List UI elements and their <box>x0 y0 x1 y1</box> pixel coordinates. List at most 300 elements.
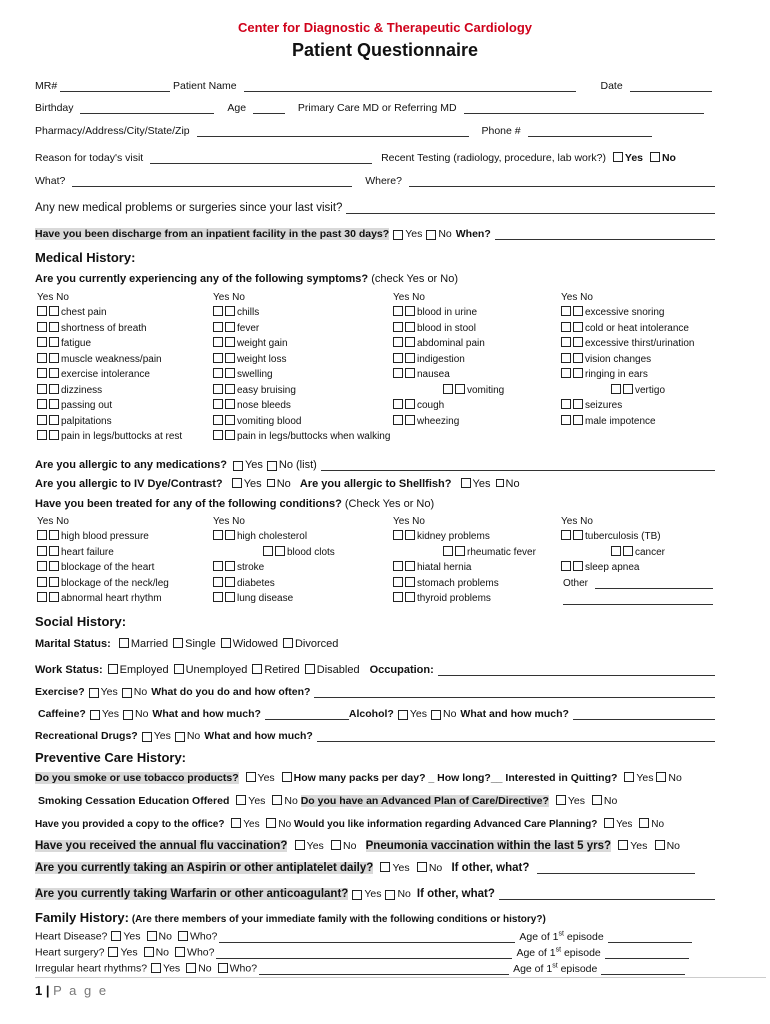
reason-label: Reason for today's visit <box>35 152 144 164</box>
item-label: high cholesterol <box>237 531 308 542</box>
no-label: No <box>428 862 443 874</box>
no-checkbox[interactable] <box>49 546 59 556</box>
occupation-field[interactable] <box>438 664 715 676</box>
allergic-iv-yes-checkbox[interactable] <box>232 478 242 488</box>
no-label: No <box>397 888 411 900</box>
no-label: No <box>186 730 201 742</box>
checklist-item <box>393 306 504 322</box>
yes-checkbox[interactable] <box>37 530 47 540</box>
item-label: cough <box>417 400 445 411</box>
yes-checkbox[interactable] <box>561 322 571 332</box>
yes-checkbox[interactable] <box>213 353 223 363</box>
item-label: passing out <box>61 400 113 411</box>
item-label: hiatal hernia <box>417 562 472 573</box>
no-checkbox[interactable] <box>573 368 583 378</box>
no-checkbox[interactable] <box>225 306 235 316</box>
who-label: Who? <box>229 962 258 975</box>
education-yes-checkbox[interactable] <box>236 795 246 805</box>
marital-option-checkbox[interactable] <box>283 638 293 648</box>
family-row-rhythms <box>35 962 715 978</box>
no-checkbox[interactable] <box>405 353 415 363</box>
shellfish-yes-checkbox[interactable] <box>461 478 471 488</box>
pneumonia-yes-checkbox[interactable] <box>618 840 628 850</box>
no-checkbox[interactable] <box>455 384 465 394</box>
no-checkbox[interactable] <box>455 546 465 556</box>
checklist-item <box>213 415 390 431</box>
yes-checkbox[interactable] <box>393 530 403 540</box>
no-checkbox[interactable] <box>573 306 583 316</box>
work-option-checkbox[interactable] <box>305 664 315 674</box>
checklist-item <box>393 399 504 415</box>
item-label: nose bleeds <box>237 400 291 411</box>
yes-no-header: Yes No <box>393 516 425 527</box>
yes-label: Yes <box>409 708 427 720</box>
allergic-meds-no-checkbox[interactable] <box>267 461 277 471</box>
yes-checkbox[interactable] <box>393 592 403 602</box>
checklist-item <box>37 592 169 608</box>
yes-label: Yes <box>243 478 262 490</box>
treated-note: (Check Yes or No) <box>344 498 435 510</box>
no-checkbox[interactable] <box>573 322 583 332</box>
no-checkbox[interactable] <box>225 353 235 363</box>
yes-label: Yes <box>244 459 263 471</box>
family-who-checkbox[interactable] <box>218 963 228 973</box>
drugs-field[interactable] <box>317 730 715 742</box>
yes-checkbox[interactable] <box>393 561 403 571</box>
yes-checkbox[interactable] <box>561 306 571 316</box>
exercise-field[interactable] <box>314 686 715 698</box>
no-checkbox[interactable] <box>405 530 415 540</box>
conditions-col-2 <box>213 516 335 608</box>
yes-checkbox[interactable] <box>393 322 403 332</box>
family-note: (Are there members of your immediate family with the following conditions or history?) <box>131 914 546 925</box>
yes-checkbox[interactable] <box>213 530 223 540</box>
yes-checkbox[interactable] <box>393 306 403 316</box>
mr-label: MR# <box>35 80 58 92</box>
yes-checkbox[interactable] <box>37 384 47 394</box>
plan-no-checkbox[interactable] <box>592 795 602 805</box>
yes-checkbox[interactable] <box>37 546 47 556</box>
yes-checkbox[interactable] <box>37 577 47 587</box>
family-heading: Family History: <box>35 910 129 925</box>
item-label: shortness of breath <box>61 322 147 334</box>
item-label: cancer <box>635 546 666 558</box>
item-label: blood in stool <box>417 322 476 334</box>
warfarin-row <box>35 884 715 900</box>
warfarin-no-checkbox[interactable] <box>385 890 395 900</box>
yes-label: Yes <box>101 708 119 720</box>
medical-history-heading: Medical History: <box>35 250 136 265</box>
no-checkbox[interactable] <box>405 306 415 316</box>
marital-option-label: Single <box>185 638 216 650</box>
caffeine-yes-checkbox[interactable] <box>90 710 100 720</box>
where-field[interactable] <box>409 175 715 187</box>
work-option-label: Retired <box>264 664 300 676</box>
conditions-col-1 <box>37 516 169 608</box>
yes-checkbox[interactable] <box>37 337 47 347</box>
yes-checkbox[interactable] <box>37 306 47 316</box>
other-field[interactable] <box>595 577 713 589</box>
no-checkbox[interactable] <box>275 546 285 556</box>
yes-no-header: Yes No <box>37 516 69 527</box>
reason-field[interactable] <box>150 152 372 164</box>
no-checkbox[interactable] <box>573 561 583 571</box>
checklist-item <box>393 368 504 384</box>
primary-care-field[interactable] <box>464 102 704 114</box>
no-checkbox[interactable] <box>225 322 235 332</box>
item-label: lung disease <box>237 593 294 604</box>
no-checkbox[interactable] <box>49 322 59 332</box>
no-label: No <box>651 819 665 830</box>
footer-divider <box>35 977 766 978</box>
discharge-no-checkbox[interactable] <box>426 230 436 240</box>
yes-checkbox[interactable] <box>393 577 403 587</box>
yes-checkbox[interactable] <box>263 546 273 556</box>
yes-checkbox[interactable] <box>611 384 621 394</box>
no-checkbox[interactable] <box>225 561 235 571</box>
alcohol-no-checkbox[interactable] <box>431 710 441 720</box>
no-checkbox[interactable] <box>49 415 59 425</box>
family-condition-label: Heart surgery? <box>35 946 105 959</box>
item-label: abnormal heart rhythm <box>61 593 162 604</box>
page-word: P a g e <box>53 983 109 998</box>
yes-label: Yes <box>123 930 141 943</box>
yes-checkbox[interactable] <box>213 368 223 378</box>
recent-testing-no-checkbox[interactable] <box>650 152 660 162</box>
item-label: nausea <box>417 369 450 380</box>
who-field[interactable] <box>219 931 515 943</box>
aspirin-other-label: If other, what? <box>451 862 530 874</box>
no-checkbox[interactable] <box>573 415 583 425</box>
conditions-col-3 <box>393 516 536 608</box>
no-checkbox[interactable] <box>225 368 235 378</box>
yes-label: Yes <box>636 772 654 784</box>
no-checkbox[interactable] <box>225 399 235 409</box>
item-label: pain in legs/buttocks at rest <box>61 431 183 442</box>
no-checkbox[interactable] <box>225 577 235 587</box>
age-label: Age <box>227 102 247 114</box>
no-label: No <box>133 686 148 698</box>
yes-checkbox[interactable] <box>213 577 223 587</box>
birthday-label: Birthday <box>35 102 74 114</box>
yes-checkbox[interactable] <box>561 353 571 363</box>
no-checkbox[interactable] <box>573 399 583 409</box>
education-label: Smoking Cessation Education Offered <box>38 795 230 807</box>
yes-label: Yes <box>624 152 644 164</box>
exercise-label: Exercise? <box>35 686 85 698</box>
aspirin-row <box>35 862 715 878</box>
yes-checkbox[interactable] <box>213 306 223 316</box>
yes-checkbox[interactable] <box>561 415 571 425</box>
yes-checkbox[interactable] <box>393 415 403 425</box>
item-label: cold or heat intolerance <box>585 322 689 334</box>
checklist-item <box>561 399 695 415</box>
caffeine-no-checkbox[interactable] <box>123 710 133 720</box>
work-option-label: Disabled <box>316 664 360 676</box>
mr-field[interactable] <box>60 80 170 92</box>
checklist-item <box>561 322 695 338</box>
family-yes-checkbox[interactable] <box>151 963 161 973</box>
yes-checkbox[interactable] <box>213 384 223 394</box>
where-label: Where? <box>365 175 402 187</box>
age-of-label: Age of 1st episode <box>516 946 601 959</box>
education-row <box>35 795 715 811</box>
new-problems-row <box>35 198 715 214</box>
work-option-checkbox[interactable] <box>252 664 262 674</box>
item-label: muscle weakness/pain <box>61 353 162 365</box>
warfarin-other-field[interactable] <box>499 888 715 900</box>
info-no-checkbox[interactable] <box>639 818 649 828</box>
smoke-question: Do you smoke or use tobacco products? <box>35 772 239 784</box>
copy-row <box>35 818 715 834</box>
alcohol-yes-checkbox[interactable] <box>398 710 408 720</box>
caffeine-field[interactable] <box>265 708 349 720</box>
yes-checkbox[interactable] <box>37 430 47 440</box>
no-checkbox[interactable] <box>225 592 235 602</box>
smoke-no-checkbox[interactable] <box>282 772 292 782</box>
quit-no-checkbox[interactable] <box>656 772 666 782</box>
item-label: dizziness <box>61 384 103 396</box>
no-checkbox[interactable] <box>49 399 59 409</box>
family-no-checkbox[interactable] <box>147 931 157 941</box>
checklist-item <box>561 415 695 431</box>
alcohol-field[interactable] <box>573 708 715 720</box>
other-field-2[interactable] <box>563 593 713 605</box>
allergic-iv-no-checkbox[interactable] <box>267 479 275 487</box>
page-separator: | <box>45 983 50 998</box>
pharmacy-row <box>35 125 715 141</box>
education-no-checkbox[interactable] <box>272 795 282 805</box>
birthday-field[interactable] <box>80 102 214 114</box>
yes-checkbox[interactable] <box>611 546 621 556</box>
no-checkbox[interactable] <box>225 530 235 540</box>
item-label: thyroid problems <box>417 593 491 604</box>
checklist-item <box>393 384 504 400</box>
pharmacy-field[interactable] <box>197 125 469 137</box>
who-field[interactable] <box>259 963 509 975</box>
yes-checkbox[interactable] <box>213 561 223 571</box>
flu-no-checkbox[interactable] <box>331 840 341 850</box>
yes-checkbox[interactable] <box>393 399 403 409</box>
yes-checkbox[interactable] <box>37 592 47 602</box>
no-checkbox[interactable] <box>405 322 415 332</box>
yes-checkbox[interactable] <box>37 561 47 571</box>
what-field[interactable] <box>72 175 352 187</box>
marital-option-checkbox[interactable] <box>119 638 129 648</box>
age-field[interactable] <box>253 102 285 114</box>
when-field[interactable] <box>495 228 715 240</box>
yes-no-header: Yes No <box>213 516 245 527</box>
no-label: No <box>438 228 452 240</box>
no-checkbox[interactable] <box>573 337 583 347</box>
no-label: No <box>134 708 149 720</box>
allergic-meds-yes-checkbox[interactable] <box>233 461 243 471</box>
phone-field[interactable] <box>528 125 652 137</box>
yes-checkbox[interactable] <box>443 384 453 394</box>
family-who-checkbox[interactable] <box>175 947 185 957</box>
age-field[interactable] <box>608 931 692 943</box>
page-footer <box>35 983 108 998</box>
symptoms-col-3 <box>393 292 504 430</box>
yes-checkbox[interactable] <box>561 561 571 571</box>
no-checkbox[interactable] <box>405 368 415 378</box>
no-checkbox[interactable] <box>49 577 59 587</box>
aspirin-question: Are you currently taking an Aspirin or other antiplatelet daily? <box>35 862 374 874</box>
no-checkbox[interactable] <box>225 415 235 425</box>
plan-question: Do you have an Advanced Plan of Care/Directive? <box>300 795 549 807</box>
allergic-meds-question: Are you allergic to any medications? <box>35 459 227 471</box>
drugs-yes-checkbox[interactable] <box>142 732 152 742</box>
treated-row <box>35 498 715 514</box>
organization-name: Center for Diagnostic & Therapeutic Cardiology <box>238 20 532 35</box>
no-checkbox[interactable] <box>49 306 59 316</box>
copy-yes-checkbox[interactable] <box>231 818 241 828</box>
no-checkbox[interactable] <box>49 384 59 394</box>
family-yes-checkbox[interactable] <box>111 931 121 941</box>
yes-checkbox[interactable] <box>393 368 403 378</box>
no-checkbox[interactable] <box>405 337 415 347</box>
no-checkbox[interactable] <box>573 353 583 363</box>
item-label: vertigo <box>635 384 666 396</box>
work-option-checkbox[interactable] <box>108 664 118 674</box>
caffeine-question: What and how much? <box>152 708 261 720</box>
plan-yes-checkbox[interactable] <box>556 795 566 805</box>
who-field[interactable] <box>216 947 512 959</box>
age-field[interactable] <box>601 963 685 975</box>
checklist-item <box>393 577 536 593</box>
quit-yes-checkbox[interactable] <box>624 772 634 782</box>
yes-checkbox[interactable] <box>561 530 571 540</box>
yes-checkbox[interactable] <box>443 546 453 556</box>
yes-checkbox[interactable] <box>213 430 223 440</box>
copy-no-checkbox[interactable] <box>266 818 276 828</box>
allergy-list-field[interactable] <box>321 459 715 471</box>
checklist-item <box>37 577 169 593</box>
recent-testing-yes-checkbox[interactable] <box>613 152 623 162</box>
no-checkbox[interactable] <box>573 530 583 540</box>
checklist-item <box>213 368 390 384</box>
no-label: No <box>505 478 520 490</box>
family-no-checkbox[interactable] <box>144 947 154 957</box>
yes-checkbox[interactable] <box>37 353 47 363</box>
info-yes-checkbox[interactable] <box>604 818 614 828</box>
no-checkbox[interactable] <box>405 415 415 425</box>
flu-yes-checkbox[interactable] <box>295 840 305 850</box>
no-checkbox[interactable] <box>405 577 415 587</box>
yes-checkbox[interactable] <box>213 592 223 602</box>
yes-checkbox[interactable] <box>561 368 571 378</box>
yes-checkbox[interactable] <box>37 399 47 409</box>
drugs-no-checkbox[interactable] <box>175 732 185 742</box>
no-checkbox[interactable] <box>49 368 59 378</box>
family-row-heart-disease <box>35 930 715 946</box>
yes-checkbox[interactable] <box>213 399 223 409</box>
yes-checkbox[interactable] <box>213 337 223 347</box>
no-checkbox[interactable] <box>405 399 415 409</box>
yes-checkbox[interactable] <box>37 322 47 332</box>
symptoms-col-2 <box>213 292 390 446</box>
no-checkbox[interactable] <box>225 430 235 440</box>
family-yes-checkbox[interactable] <box>108 947 118 957</box>
discharge-yes-checkbox[interactable] <box>393 230 403 240</box>
no-list-label: No (list) <box>278 459 317 471</box>
what-label: What? <box>35 175 66 187</box>
patient-name-field[interactable] <box>244 80 576 92</box>
date-field[interactable] <box>630 80 712 92</box>
yes-checkbox[interactable] <box>37 415 47 425</box>
yes-checkbox[interactable] <box>561 337 571 347</box>
aspirin-no-checkbox[interactable] <box>417 862 427 872</box>
no-checkbox[interactable] <box>405 592 415 602</box>
no-checkbox[interactable] <box>225 337 235 347</box>
checklist-item <box>561 337 695 353</box>
birthday-row <box>35 102 715 118</box>
yes-checkbox[interactable] <box>213 322 223 332</box>
checklist-item <box>213 306 390 322</box>
marital-option-checkbox[interactable] <box>221 638 231 648</box>
pneumonia-no-checkbox[interactable] <box>655 840 665 850</box>
checklist-item <box>393 592 536 608</box>
work-option-checkbox[interactable] <box>174 664 184 674</box>
age-field[interactable] <box>605 947 689 959</box>
yes-checkbox[interactable] <box>393 337 403 347</box>
no-checkbox[interactable] <box>49 530 59 540</box>
allergic-shellfish-question: Are you allergic to Shellfish? <box>299 478 452 490</box>
no-checkbox[interactable] <box>49 337 59 347</box>
new-problems-field[interactable] <box>346 202 715 214</box>
preventive-heading: Preventive Care History: <box>35 750 187 765</box>
yes-label: Yes <box>630 840 648 852</box>
work-option-label: Unemployed <box>185 664 248 676</box>
no-checkbox[interactable] <box>49 430 59 440</box>
checklist-item <box>561 306 695 322</box>
yes-label: Yes <box>120 946 138 959</box>
yes-checkbox[interactable] <box>213 415 223 425</box>
copy-question: Have you provided a copy to the office? <box>35 819 225 830</box>
yes-label: Yes <box>405 228 423 240</box>
checklist-item <box>37 306 182 322</box>
yes-no-header: Yes No <box>37 292 69 303</box>
no-checkbox[interactable] <box>405 561 415 571</box>
no-checkbox[interactable] <box>623 384 633 394</box>
family-no-checkbox[interactable] <box>186 963 196 973</box>
checklist-item <box>561 368 695 384</box>
work-label: Work Status: <box>35 664 103 676</box>
no-checkbox[interactable] <box>225 384 235 394</box>
yes-checkbox[interactable] <box>37 368 47 378</box>
no-checkbox[interactable] <box>623 546 633 556</box>
checklist-item <box>561 530 665 546</box>
marital-option-checkbox[interactable] <box>173 638 183 648</box>
alcohol-question: What and how much? <box>460 708 569 720</box>
warfarin-yes-checkbox[interactable] <box>352 890 362 900</box>
yes-checkbox[interactable] <box>561 399 571 409</box>
no-checkbox[interactable] <box>49 592 59 602</box>
exercise-yes-checkbox[interactable] <box>89 688 99 698</box>
exercise-no-checkbox[interactable] <box>122 688 132 698</box>
aspirin-other-field[interactable] <box>537 862 695 874</box>
no-label: No <box>276 478 291 490</box>
no-checkbox[interactable] <box>49 353 59 363</box>
smoke-yes-checkbox[interactable] <box>246 772 256 782</box>
yes-label: Yes <box>567 795 585 807</box>
shellfish-no-checkbox[interactable] <box>496 479 504 487</box>
yes-checkbox[interactable] <box>393 353 403 363</box>
family-who-checkbox[interactable] <box>178 931 188 941</box>
yes-label: Yes <box>153 730 171 742</box>
no-checkbox[interactable] <box>49 561 59 571</box>
aspirin-yes-checkbox[interactable] <box>380 862 390 872</box>
